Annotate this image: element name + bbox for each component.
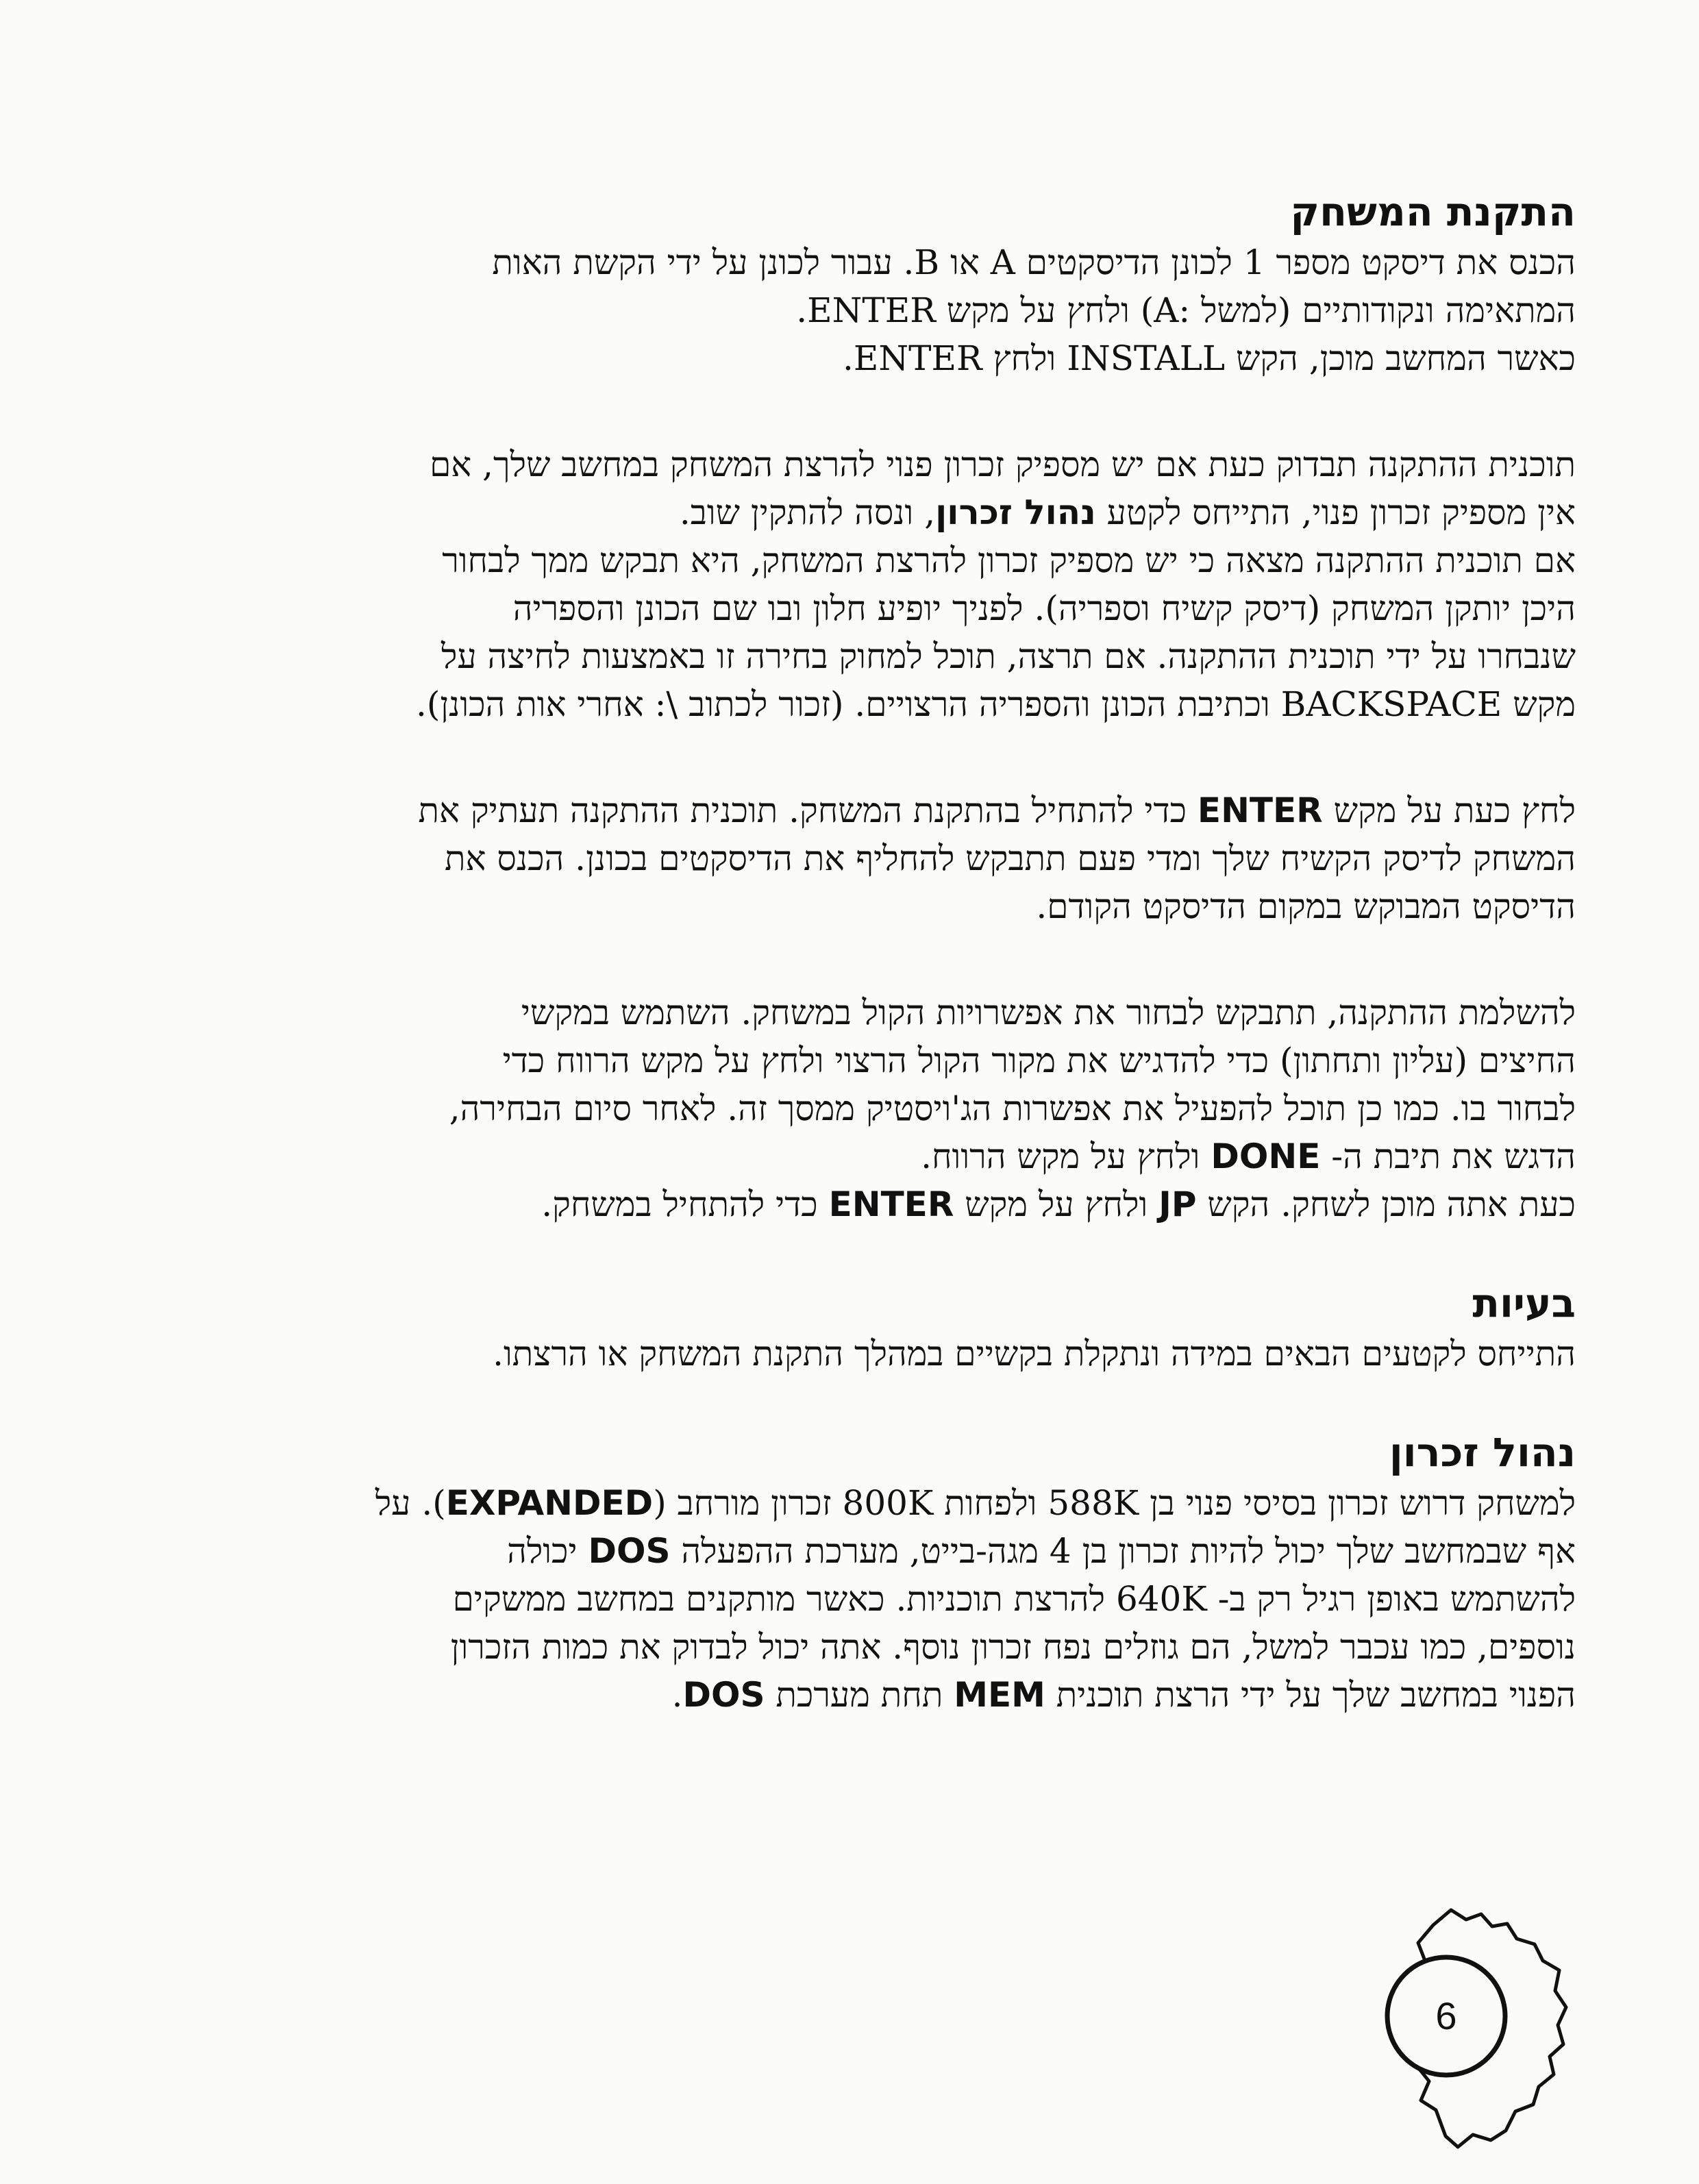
key-enter: ENTER — [1197, 791, 1323, 830]
document-page — [103, 185, 1576, 1719]
command-jp: JP — [1158, 1184, 1197, 1224]
memory-section-reference: נהול זכרון — [935, 493, 1096, 532]
key-enter: ENTER — [828, 1184, 954, 1224]
memory-line — [103, 1527, 1576, 1575]
sound-line: לבחור בו. כמו כן תוכל להפעיל את אפשרות הג'ויסטיק ממסך זה. לאחר סיום הבחירה, — [449, 1089, 1576, 1128]
term-dos: DOS — [682, 1675, 765, 1715]
text-run: יכולה — [507, 1531, 588, 1571]
text-run: ולחץ על מקש הרווח. — [921, 1137, 1211, 1176]
memory-line — [103, 1671, 1576, 1719]
memory-check-line: אם תוכנית ההתקנה מצאה כי יש מספיק זכרון להרצת המשחק, היא תבקש ממך לבחור — [442, 541, 1576, 580]
text-run: כעת אתה מוכן לשחק. הקש — [1196, 1184, 1576, 1224]
memory-check-line: תוכנית ההתקנה תבדוק כעת אם יש מספיק זכרון פנוי להרצת המשחק במחשב שלך, אם — [430, 445, 1576, 484]
page-number-badge — [1370, 1904, 1576, 2151]
text-run: הפנוי במחשב שלך על ידי הרצת תוכנית — [1045, 1675, 1576, 1715]
install-line: המתאימה ונקודותיים (למשל :A) ולחץ על מקש ENTER. — [796, 290, 1576, 330]
text-run: ). על — [375, 1483, 446, 1523]
memory-check-line — [103, 488, 1576, 536]
copy-line: המשחק לדיסק הקשיח שלך ומדי פעם תתבקש להחליף את הדיסקטים בכונן. הכנס את — [444, 839, 1576, 878]
memory-line: להשתמש באופן רגיל רק ב- 640K להרצת תוכניות. כאשר מותקנים במחשב ממשקים — [452, 1579, 1576, 1619]
copy-line: הדיסקט המבוקש במקום הדיסקט הקודם. — [1036, 886, 1576, 926]
sound-line: להשלמת ההתקנה, תתבקש לבחור את אפשרויות הקול במשחק. השתמש במקשי — [521, 993, 1576, 1032]
text-run: כדי להתחיל במשחק. — [541, 1184, 829, 1224]
text-run: אף שבמחשב שלך יכול להיות זכרון בן 4 מגה-בייט, מערכת ההפעלה — [670, 1531, 1576, 1571]
text-run: תחת מערכת — [765, 1675, 954, 1715]
memory-line: נוספים, כמו עכבר למשל, הם גוזלים נפח זכרון נוסף. אתה יכול לבדוק את כמות הזכרון — [450, 1627, 1576, 1667]
memory-check-line: היכן יותקן המשחק (דיסק קשיח וספריה). לפניך יופיע חלון ובו שם הכונן והספריה — [512, 588, 1576, 628]
text-run: כדי להתחיל בהתקנת המשחק. תוכנית ההתקנה תעתיק את — [418, 791, 1198, 830]
term-mem: MEM — [954, 1675, 1045, 1715]
text-run: אין מספיק זכרון פנוי, התייחס לקטע — [1095, 493, 1576, 532]
problems-line: התייחס לקטעים הבאים במידה ונתקלת בקשיים במהלך התקנת המשחק או הרצתו. — [493, 1334, 1576, 1374]
memory-check-line: מקש BACKSPACE וכתיבת הכונן והספריה הרצויים. (זכור לכתוב \: אחרי אות הכונן). — [415, 684, 1576, 724]
sound-line: החיצים (עליון ותחתון) כדי להדגיש את מקור הקול הרצוי ולחץ על מקש הרווח כדי — [502, 1041, 1576, 1080]
key-done: DONE — [1211, 1137, 1321, 1176]
heading-install: התקנת המשחק — [1290, 188, 1576, 235]
install-line: הכנס את דיסקט מספר 1 לכונן הדיסקטים A או B. עבור לכונן על ידי הקשת האות — [492, 243, 1576, 282]
memory-check-line: שנבחרו על ידי תוכנית ההתקנה. אם תרצה, תוכל למחוק בחירה זו באמצעות לחיצה על — [441, 636, 1576, 676]
text-run: למשחק דרוש זכרון בסיסי פנוי בן 588K ולפחות 800K זכרון מורחב ( — [653, 1483, 1576, 1523]
heading-memory: נהול זכרון — [1389, 1429, 1576, 1476]
page-number: 6 — [1435, 1994, 1457, 2037]
sound-line — [103, 1180, 1576, 1228]
term-expanded: EXPANDED — [445, 1483, 654, 1523]
text-run: . — [671, 1675, 683, 1715]
heading-problems: בעיות — [1472, 1280, 1576, 1326]
text-run: , ונסה להתקין שוב. — [679, 493, 936, 532]
text-run: לחץ כעת על מקש — [1322, 791, 1576, 830]
text-run: הדגש את תיבת ה- — [1320, 1137, 1576, 1176]
text-run: ולחץ על מקש — [954, 1184, 1159, 1224]
term-dos: DOS — [588, 1531, 671, 1571]
copy-line — [103, 786, 1576, 834]
sound-line — [103, 1132, 1576, 1180]
install-line: כאשר המחשב מוכן, הקש INSTALL ולחץ ENTER. — [842, 338, 1576, 378]
memory-line — [103, 1479, 1576, 1527]
